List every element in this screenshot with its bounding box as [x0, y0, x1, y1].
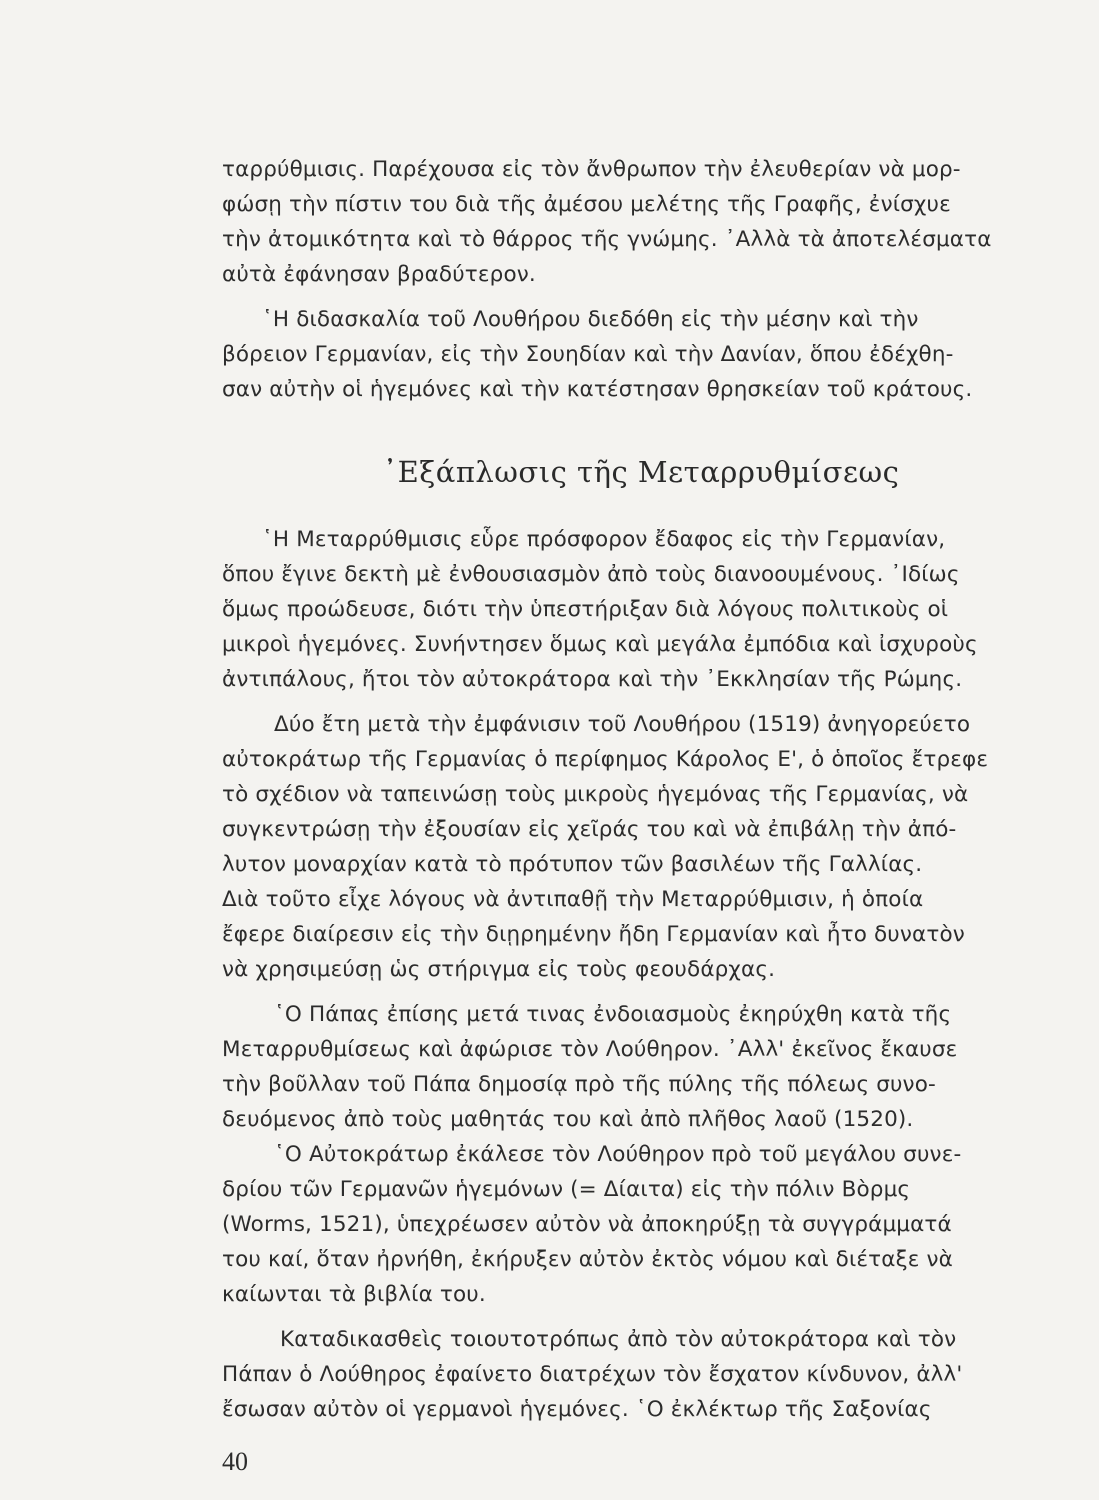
text-line: ῾Ο Αὐτοκράτωρ ἐκάλεσε τὸν Λούθηρον πρὸ τοῦ μεγάλου συνε- [274, 1142, 962, 1167]
text-line: λυτον μοναρχίαν κατὰ τὸ πρότυπον τῶν βασιλέων τῆς Γαλλίας. [222, 852, 923, 877]
text-line: τὴν ἀτομικότητα καὶ τὸ θάρρος τῆς γνώμης. ᾿Αλλὰ τὰ ἀποτελέσματα [222, 227, 992, 252]
text-line: Καταδικασθεὶς τοιουτοτρόπως ἀπὸ τὸν αὐτοκράτορα καὶ τὸν [280, 1327, 957, 1352]
text-line: ἔφερε διαίρεσιν εἰς τὴν διῃρημένην ἤδη Γερμανίαν καὶ ἦτο δυνατὸν [222, 922, 965, 947]
text-line: αὐτὰ ἐφάνησαν βραδύτερον. [222, 262, 536, 287]
text-line: Διὰ τοῦτο εἶχε λόγους νὰ ἀντιπαθῇ τὴν Μεταρρύθμισιν, ἡ ὁποία [222, 887, 924, 912]
text-line: ῾Η διδασκαλία τοῦ Λουθήρου διεδόθη εἰς τὴν μέσην καὶ τὴν [262, 307, 919, 332]
text-line: δευόμενος ἀπὸ τοὺς μαθητάς του καὶ ἀπὸ πλῆθος λαοῦ (1520). [222, 1107, 914, 1132]
page-number: 40 [222, 1447, 248, 1476]
text-line: νὰ χρησιμεύσῃ ὡς στήριγμα εἰς τοὺς φεουδάρχας. [222, 957, 776, 982]
text-line: ῾Ο Πάπας ἐπίσης μετά τινας ἐνδοιασμοὺς ἐκηρύχθη κατὰ τῆς [274, 1002, 952, 1027]
text-line: φώσῃ τὴν πίστιν του διὰ τῆς ἀμέσου μελέτης τῆς Γραφῆς, ἐνίσχυε [222, 192, 951, 217]
section-heading: ᾿Εξάπλωσις τῆς Μεταρρυθμίσεως [382, 455, 900, 489]
text-line: τὸ σχέδιον νὰ ταπεινώσῃ τοὺς μικροὺς ἡγεμόνας τῆς Γερμανίας, νὰ [222, 782, 969, 807]
text-line: συγκεντρώσῃ τὴν ἐξουσίαν εἰς χεῖράς του καὶ νὰ ἐπιβάλῃ τὴν ἀπό- [222, 817, 957, 842]
text-line: ἀντιπάλους, ἤτοι τὸν αὐτοκράτορα καὶ τὴν ᾿Εκκλησίαν τῆς Ρώμης. [222, 667, 963, 692]
text-line: Δύο ἔτη μετὰ τὴν ἐμφάνισιν τοῦ Λουθήρου (1519) ἀνηγορεύετο [274, 712, 971, 737]
text-line: ταρρύθμισις. Παρέχουσα εἰς τὸν ἄνθρωπον τὴν ἐλευθερίαν νὰ μορ- [222, 157, 961, 182]
text-line: τὴν βοῦλλαν τοῦ Πάπα δημοσίᾳ πρὸ τῆς πύλης τῆς πόλεως συνο- [222, 1072, 936, 1097]
text-line: Μεταρρυθμίσεως καὶ ἀφώρισε τὸν Λούθηρον. ᾿Αλλ' ἐκεῖνος ἔκαυσε [222, 1037, 958, 1062]
text-line: ἔσωσαν αὐτὸν οἱ γερμανοὶ ἡγεμόνες. ῾Ο ἐκλέκτωρ τῆς Σαξονίας [222, 1397, 932, 1422]
text-line: ὅμως προώδευσε, διότι τὴν ὑπεστήριξαν διὰ λόγους πολιτικοὺς οἱ [222, 597, 949, 622]
text-line: βόρειον Γερμανίαν, εἰς τὴν Σουηδίαν καὶ τὴν Δανίαν, ὅπου ἐδέχθη- [222, 342, 954, 367]
text-line: του καί, ὅταν ἠρνήθη, ἐκήρυξεν αὐτὸν ἐκτὸς νόμου καὶ διέταξε νὰ [222, 1247, 953, 1272]
text-line: σαν αὐτὴν οἱ ἡγεμόνες καὶ τὴν κατέστησαν θρησκείαν τοῦ κράτους. [222, 377, 973, 402]
text-line: ῾Η Μεταρρύθμισις εὗρε πρόσφορον ἔδαφος εἰς τὴν Γερμανίαν, [262, 527, 946, 552]
text-line: δρίου τῶν Γερμανῶν ἡγεμόνων (= Δίαιτα) εἰς τὴν πόλιν Βὸρμς [222, 1177, 911, 1202]
text-line: ὅπου ἔγινε δεκτὴ μὲ ἐνθουσιασμὸν ἀπὸ τοὺς διανοουμένους. ᾿Ιδίως [222, 562, 960, 587]
text-line: αὐτοκράτωρ τῆς Γερμανίας ὁ περίφημος Κάρολος Ε', ὁ ὁποῖος ἔτρεφε [222, 747, 989, 772]
text-line: καίωνται τὰ βιβλία του. [222, 1282, 486, 1307]
text-line: (Worms, 1521), ὑπεχρέωσεν αὐτὸν νὰ ἀποκηρύξῃ τὰ συγγράμματά [222, 1212, 952, 1237]
text-line: Πάπαν ὁ Λούθηρος ἐφαίνετο διατρέχων τὸν ἔσχατον κίνδυνον, ἀλλ' [222, 1362, 963, 1387]
text-line: μικροὶ ἡγεμόνες. Συνήντησεν ὅμως καὶ μεγάλα ἐμπόδια καὶ ἰσχυροὺς [222, 632, 978, 657]
